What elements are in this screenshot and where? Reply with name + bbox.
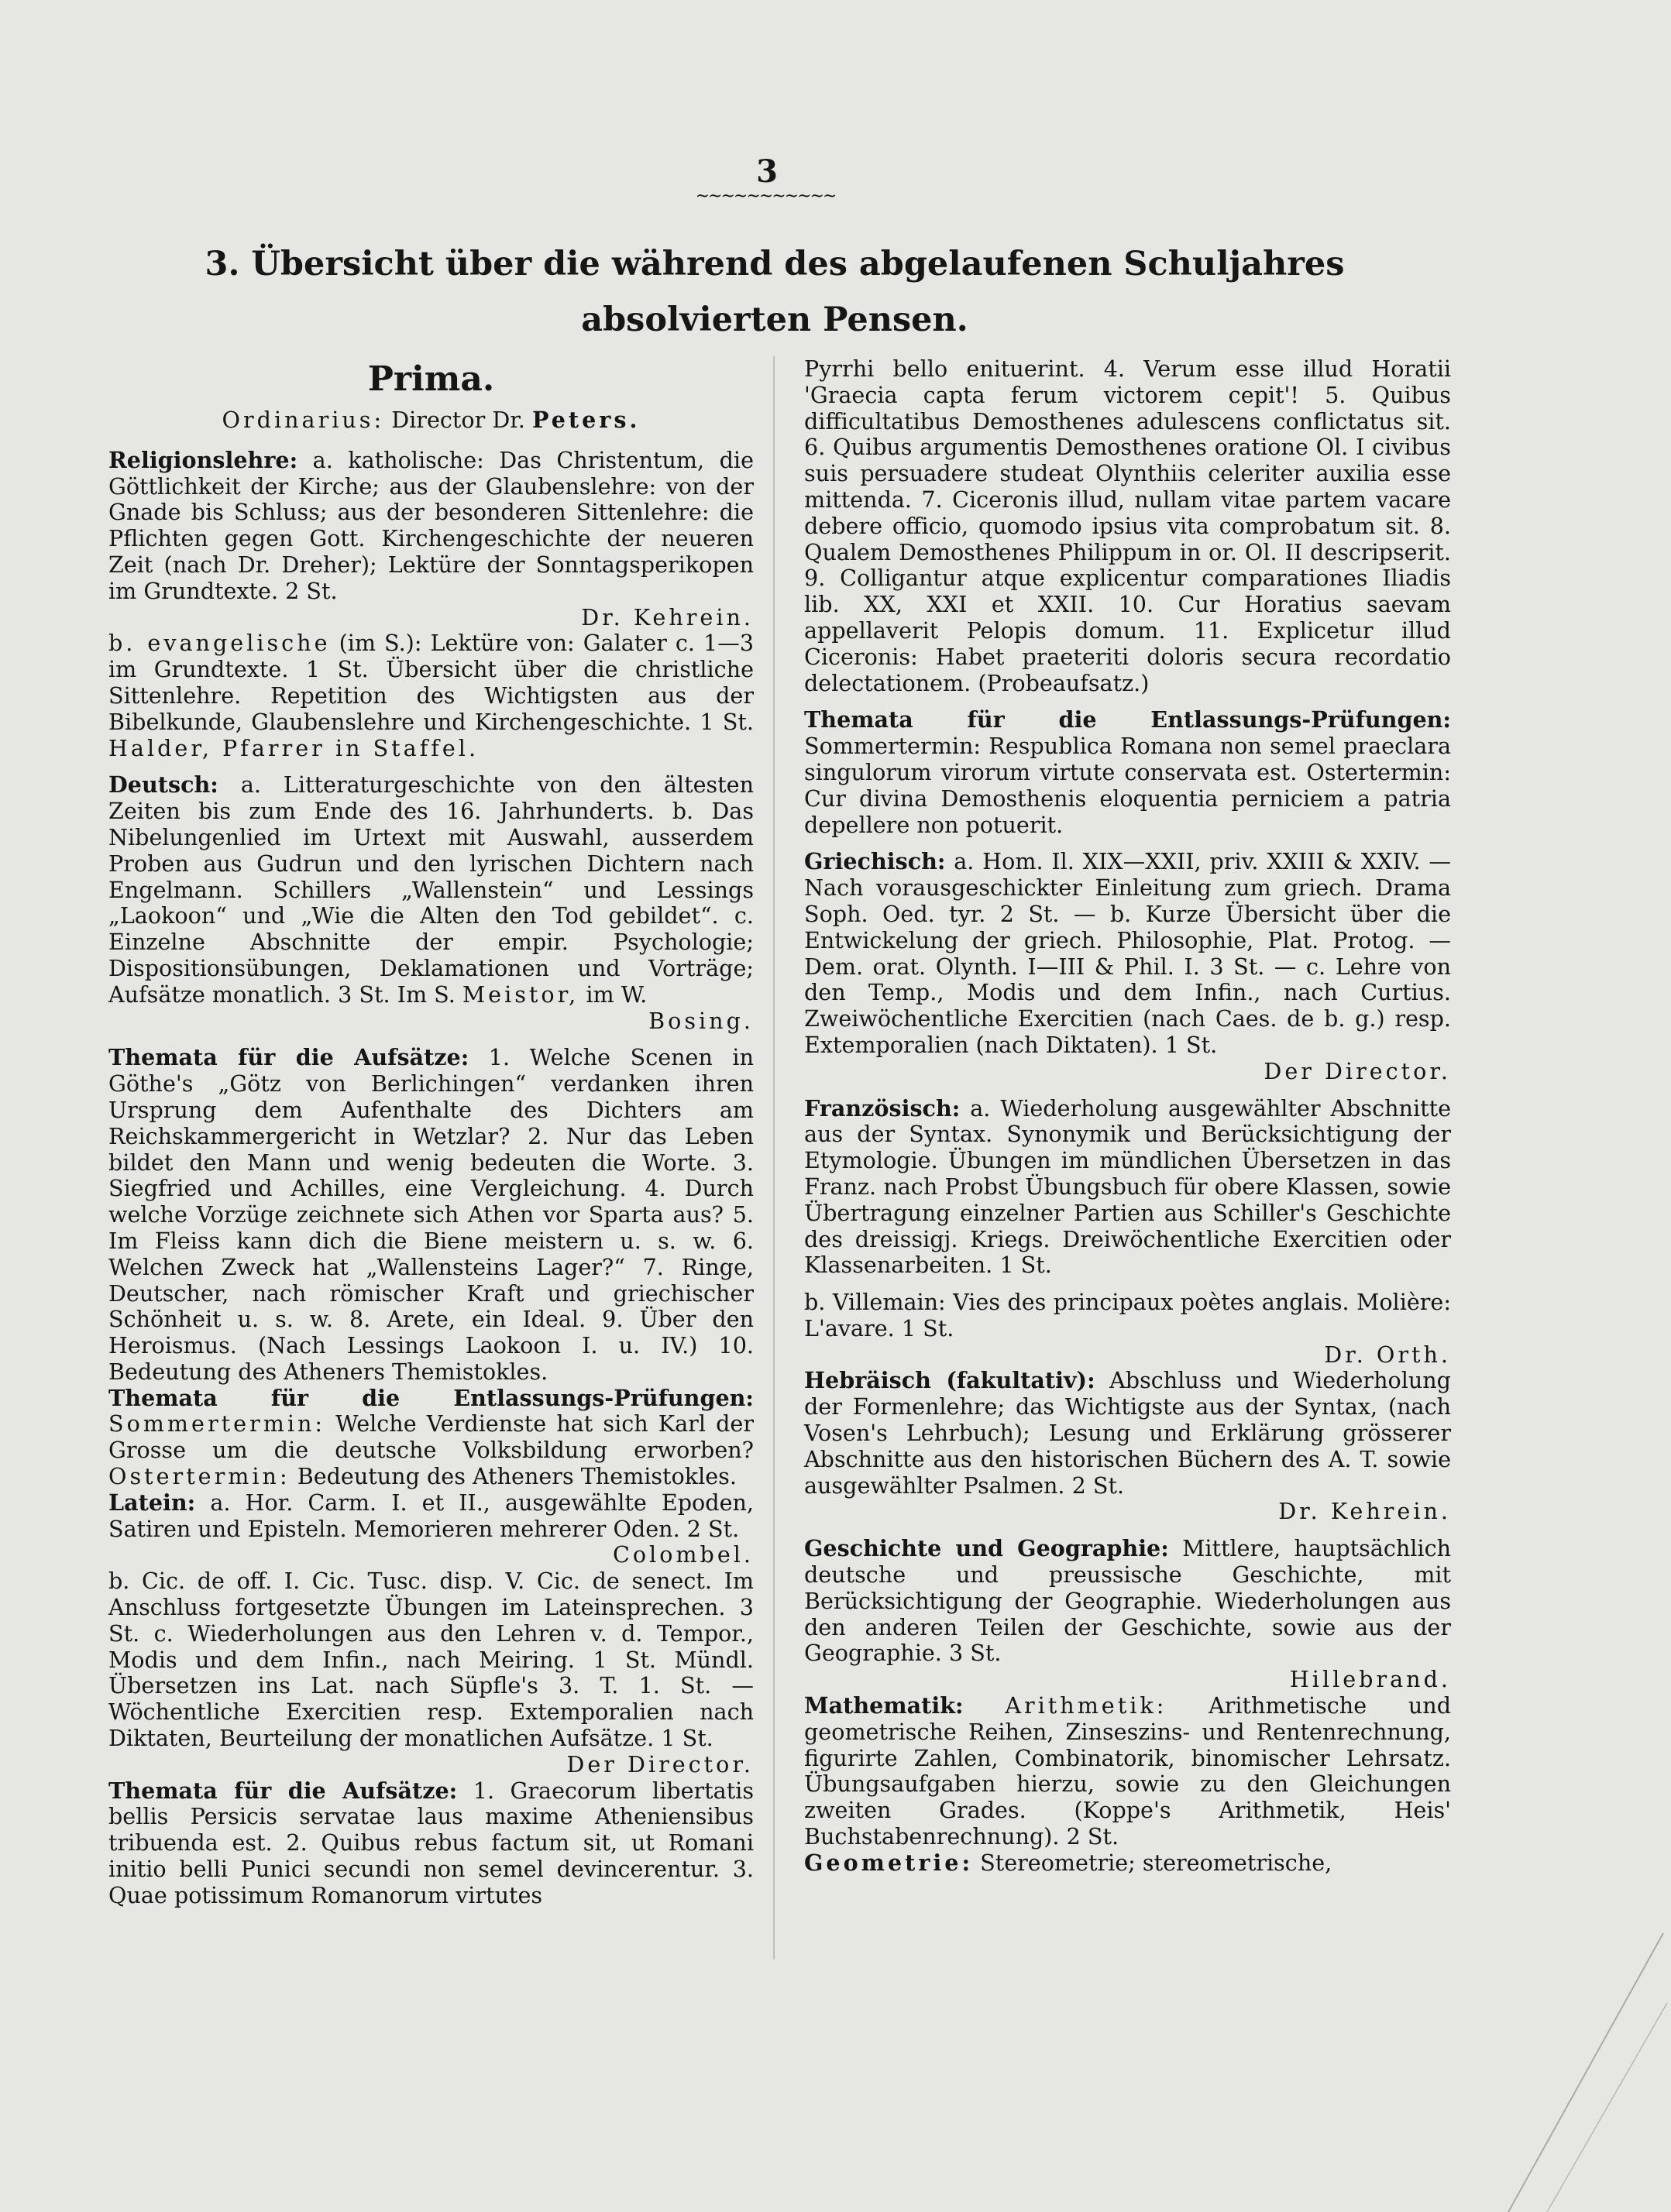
latein-paragraph [108,1490,754,1568]
math-label: Arithmetik: [1005,1692,1167,1719]
math-paragraph [804,1693,1451,1850]
entlassung-heading: Themata für die Entlassungs-Prüfungen: [108,1384,754,1411]
ordinarius-text: Director Dr. [391,407,525,433]
themata-heading: Themata für die Aufsätze: [108,1044,469,1071]
continuation-text: Pyrrhi bello enituerint. 4. Verum esse illud Horatii 'Graecia capta ferum victorem cepit'! 5. Quibus difficultatibus Demosthenes adulescens conflictatus sit. 6. Quibus argumentis Demosthenes oratione Ol. I civibus suis persuadere studeat Olynthiis celeriter auxilia esse mittenda. 7. Ciceronis illud, nullam vitae partem vacare debere officio, quomodo ipsius vita comprobatum sit. 8. Qualem Demosthenes Philippum in or. Ol. II descripserit. 9. Colligantur atque explicentur comparationes Iliadis lib. XX, XXI et XXII. 10. Cur Horatius saevam appellaverit Pelopis domum. 11. Explicetur illud Ciceronis: Habet praeteriti doloris secura recordatio delectationem. (Probeaufsatz.) [804,356,1451,696]
hebr-text: Abschluss und Wiederholung der Formenlehre; das Wichtigste aus der Syntax, (nach Vosen's Lehrbuch); Lesung und Erklärung grösserer Abschnitte aus den historischen Büchern des A. T. sowie ausgewählter Psalmen. 2 St. [804,1367,1451,1499]
griechisch-heading: Griechisch: [804,848,946,875]
religion-b-signature: Halder, Pfarrer in Staffel. [108,734,480,761]
themata2-text: 1. Graecorum libertatis bellis Persicis servatae laus maxime Atheniensibus tribuenda est. 2. Quibus rebus factum sit, ut Romani initio belli Punici secundi non semel devincerentur. 3. Quae potissimum Romanorum virtutes [108,1777,755,1908]
religion-paragraph [108,448,754,631]
entlassung-oster-label: Ostertermin: [108,1463,291,1490]
gesch-heading: Geschichte und Geographie: [804,1535,1169,1562]
gesch-text: Mittlere, hauptsächlich deutsche und preussische Geschichte, mit Berücksichtigung der Geographie. Wiederholungen aus den anderen Teilen der Geschichte, sowie aus der Geographie. 3 St. [804,1535,1451,1667]
latein-a-text: a. Hor. Carm. I. et II., ausgewählte Epoden, Satiren und Episteln. Memorieren mehrerer Oden. 2 St. [108,1489,754,1542]
griechisch-text: a. Hom. Il. XIX—XXII, priv. XXIII & XXIV. — Nach vorausgeschickter Einleitung zum griech. Drama Soph. Oed. tyr. 2 St. — b. Kurze Übersicht über die Entwickelung der griech. Philosophie, Plat. Protog. — Dem. orat. Olynth. I—III & Phil. I. 3 St. — c. Lehre von den Temp., Modis und dem Infin., nach Curtius. Zweiwöchentliche Exercitien (nach Caes. de b. g.) resp. Extemporalien (nach Diktaten). 1 St. [804,848,1451,1058]
entlassung-sommer-text: Welche Verdienste hat sich Karl der Grosse um die deutsche Volksbildung erworben? [108,1410,754,1464]
hebr-paragraph [804,1368,1451,1525]
ordinarius-label: Ordinarius: [222,407,385,433]
class-heading: Prima. [367,359,495,399]
franz-b-signature: Dr. Orth. [1324,1341,1451,1368]
section-title-line-2: absolvierten Pensen. [581,301,968,339]
section-title-line-1: 3. Übersicht über die während des abgelaufenen Schuljahres [205,245,1345,283]
page-number: 3 [756,153,778,190]
religion-b-label: b. evangelische [108,630,331,657]
ordinarius-line [108,407,754,434]
franz-a-text: a. Wiederholung ausgewählter Abschnitte aus der Syntax. Synonymik und Berücksichtigung der Etymologie. Übungen im mündlichen Übersetzen in das Franz. nach Probst Übungsbuch für obere Klassen, sowie Übertragung einzelner Partien aus Schiller's Geschichte des dreissigj. Kriegs. Dreiwöchentliche Exercitien oder Klassenarbeiten. 1 St. [804,1094,1451,1279]
column-divider [773,356,775,1960]
math-heading: Mathematik: [804,1692,964,1719]
entlassung-latin-heading: Themata für die Entlassungs-Prüfungen: [804,706,1451,733]
deutsch-paragraph [108,772,754,1034]
religion-a-signature: Dr. Kehrein. [581,603,754,630]
paper-crease-decoration [1501,1918,1671,2212]
franz-paragraph [804,1096,1451,1279]
themata2-heading: Themata für die Aufsätze: [108,1777,458,1804]
hebr-heading: Hebräisch (fakultativ): [804,1367,1095,1394]
franz-heading: Französisch: [804,1094,961,1121]
religion-b-text: (im S.): Lektüre von: Galater c. 1—3 im Grundtexte. 1 St. Übersicht über die christliche Sittenlehre. Repetition des Wichtigsten aus der Bibelkunde, Glaubenslehre und Kirchengeschichte. 1 St. [108,630,755,735]
themata2-paragraph [108,1778,754,1909]
ornament-divider: ~~~~~~~~~~~ [695,187,836,206]
entlassung-sommer-label: Sommertermin: [108,1410,326,1437]
latein-b-signature: Der Director. [566,1750,754,1778]
geom-text: Stereometrie; stereometrische, [980,1849,1332,1876]
gesch-signature: Hillebrand. [1289,1666,1451,1693]
math-text: Arithmetische und geometrische Reihen, Zinseszins- und Rentenrechnung, figurirte Zahlen, Combinatorik, binomischer Lehrsatz. Übungsaufgaben hierzu, sowie zu den Gleichungen zweiten Grades. (Koppe's Arithmetik, Heis' Buchstabenrechnung). 2 St. [804,1692,1452,1850]
entlassung-paragraph [108,1386,754,1490]
entlassung-latin-text: Sommertermin: Respublica Romana non semel praeclara singulorum virorum virtute conservata est. Ostertermin: Cur divina Demosthenis eloquentia perniciem a patria depellere non potuerit. [804,733,1451,838]
latein-a-signature: Colombel. [612,1541,754,1568]
entlassung-oster-text: Bedeutung des Atheners Themistokles. [297,1463,737,1490]
deutsch-text: a. Litteraturgeschichte von den ältesten Zeiten bis zum Ende des 16. Jahrhunderts. b. Das Nibelungenlied im Urtext mit Auswahl, ausserdem Proben aus Gudrun und den lyrischen Dichtern nach Engelmann. Schillers „Wallenstein“ und Lessings „Laokoon“ und „Wie die Alten den Tod gebildet“. c. Einzelne Abschnitte der empir. Psychologie; Dispositionsübungen, Deklamationen und Vorträge; Aufsätze monatlich. 3 St. Im S. [108,771,754,1008]
ordinarius-name: Peters. [531,407,641,433]
themata-paragraph [108,1045,754,1385]
deutsch-heading: Deutsch: [108,771,218,799]
deutsch-signature-1-suffix: im W. [586,981,648,1008]
deutsch-signature-2: Bosing. [648,1007,754,1034]
griechisch-paragraph [804,849,1451,1084]
franz-b-text: b. Villemain: Vies des principaux poètes anglais. Molière: L'avare. 1 St. [804,1289,1451,1341]
geom-paragraph [804,1850,1451,1877]
religion-heading: Religionslehre: [108,446,298,473]
religion-a-text: a. katholische: Das Christentum, die Göttlichkeit der Kirche; aus der Glaubenslehre: von der Gnade bis Schluss; aus der besonderen Sittenlehre: die Pflichten gegen Gott. Kirchengeschichte der neueren Zeit (nach Dr. Dreher); Lektüre der Sonntagsperikopen im Grundtexte. 2 St. [108,446,754,604]
latein-heading: Latein: [108,1489,196,1516]
latein-b-paragraph [108,1568,754,1778]
hebr-signature: Dr. Kehrein. [1278,1498,1451,1525]
right-column [804,356,1451,1877]
left-column [108,356,754,1909]
deutsch-signature-1: Meistor, [462,981,579,1008]
religion-b-paragraph [108,630,754,761]
gesch-paragraph [804,1536,1451,1693]
themata-text: 1. Welche Scenen in Göthe's „Götz von Berlichingen“ verdanken ihren Ursprung dem Aufenthalte des Dichters am Reichskammergericht in Wetzlar? 2. Nur das Leben bildet den Mann und wenig bedeuten die Worte. 3. Siegfried und Achilles, eine Vergleichung. 4. Durch welche Vorzüge zeichnete sich Athen vor Sparta aus? 5. Im Fleiss kann dich die Biene meistern u. s. w. 6. Welchen Zweck hat „Wallensteins Lager?“ 7. Ringe, Deutscher, nach römischer Kraft und griechischer Schönheit u. s. w. 8. Arete, ein Ideal. 9. Über den Heroismus. (Nach Lessings Laokoon I. u. IV.) 10. Bedeutung des Atheners Themistokles. [108,1044,754,1385]
griechisch-signature: Der Director. [1264,1057,1451,1084]
section-title [178,236,1371,348]
franz-b-paragraph [804,1290,1451,1368]
latein-b-text: b. Cic. de off. I. Cic. Tusc. disp. V. Cic. de senect. Im Anschluss fortgesetzte Übungen im Lateinsprechen. 3 St. c. Wiederholungen aus den Lehren v. d. Tempor., Modis und dem Infin., nach Meiring. 1 St. Mündl. Übersetzen ins Lat. nach Süpfle's 3. T. 1. St. — Wöchentliche Exercitien resp. Extemporalien nach Diktaten, Beurteilung der monatlichen Aufsätze. 1 St. [108,1568,754,1752]
continuation-paragraph [804,356,1451,696]
entlassung-latin-paragraph [804,707,1451,838]
geom-label: Geometrie: [804,1849,974,1876]
